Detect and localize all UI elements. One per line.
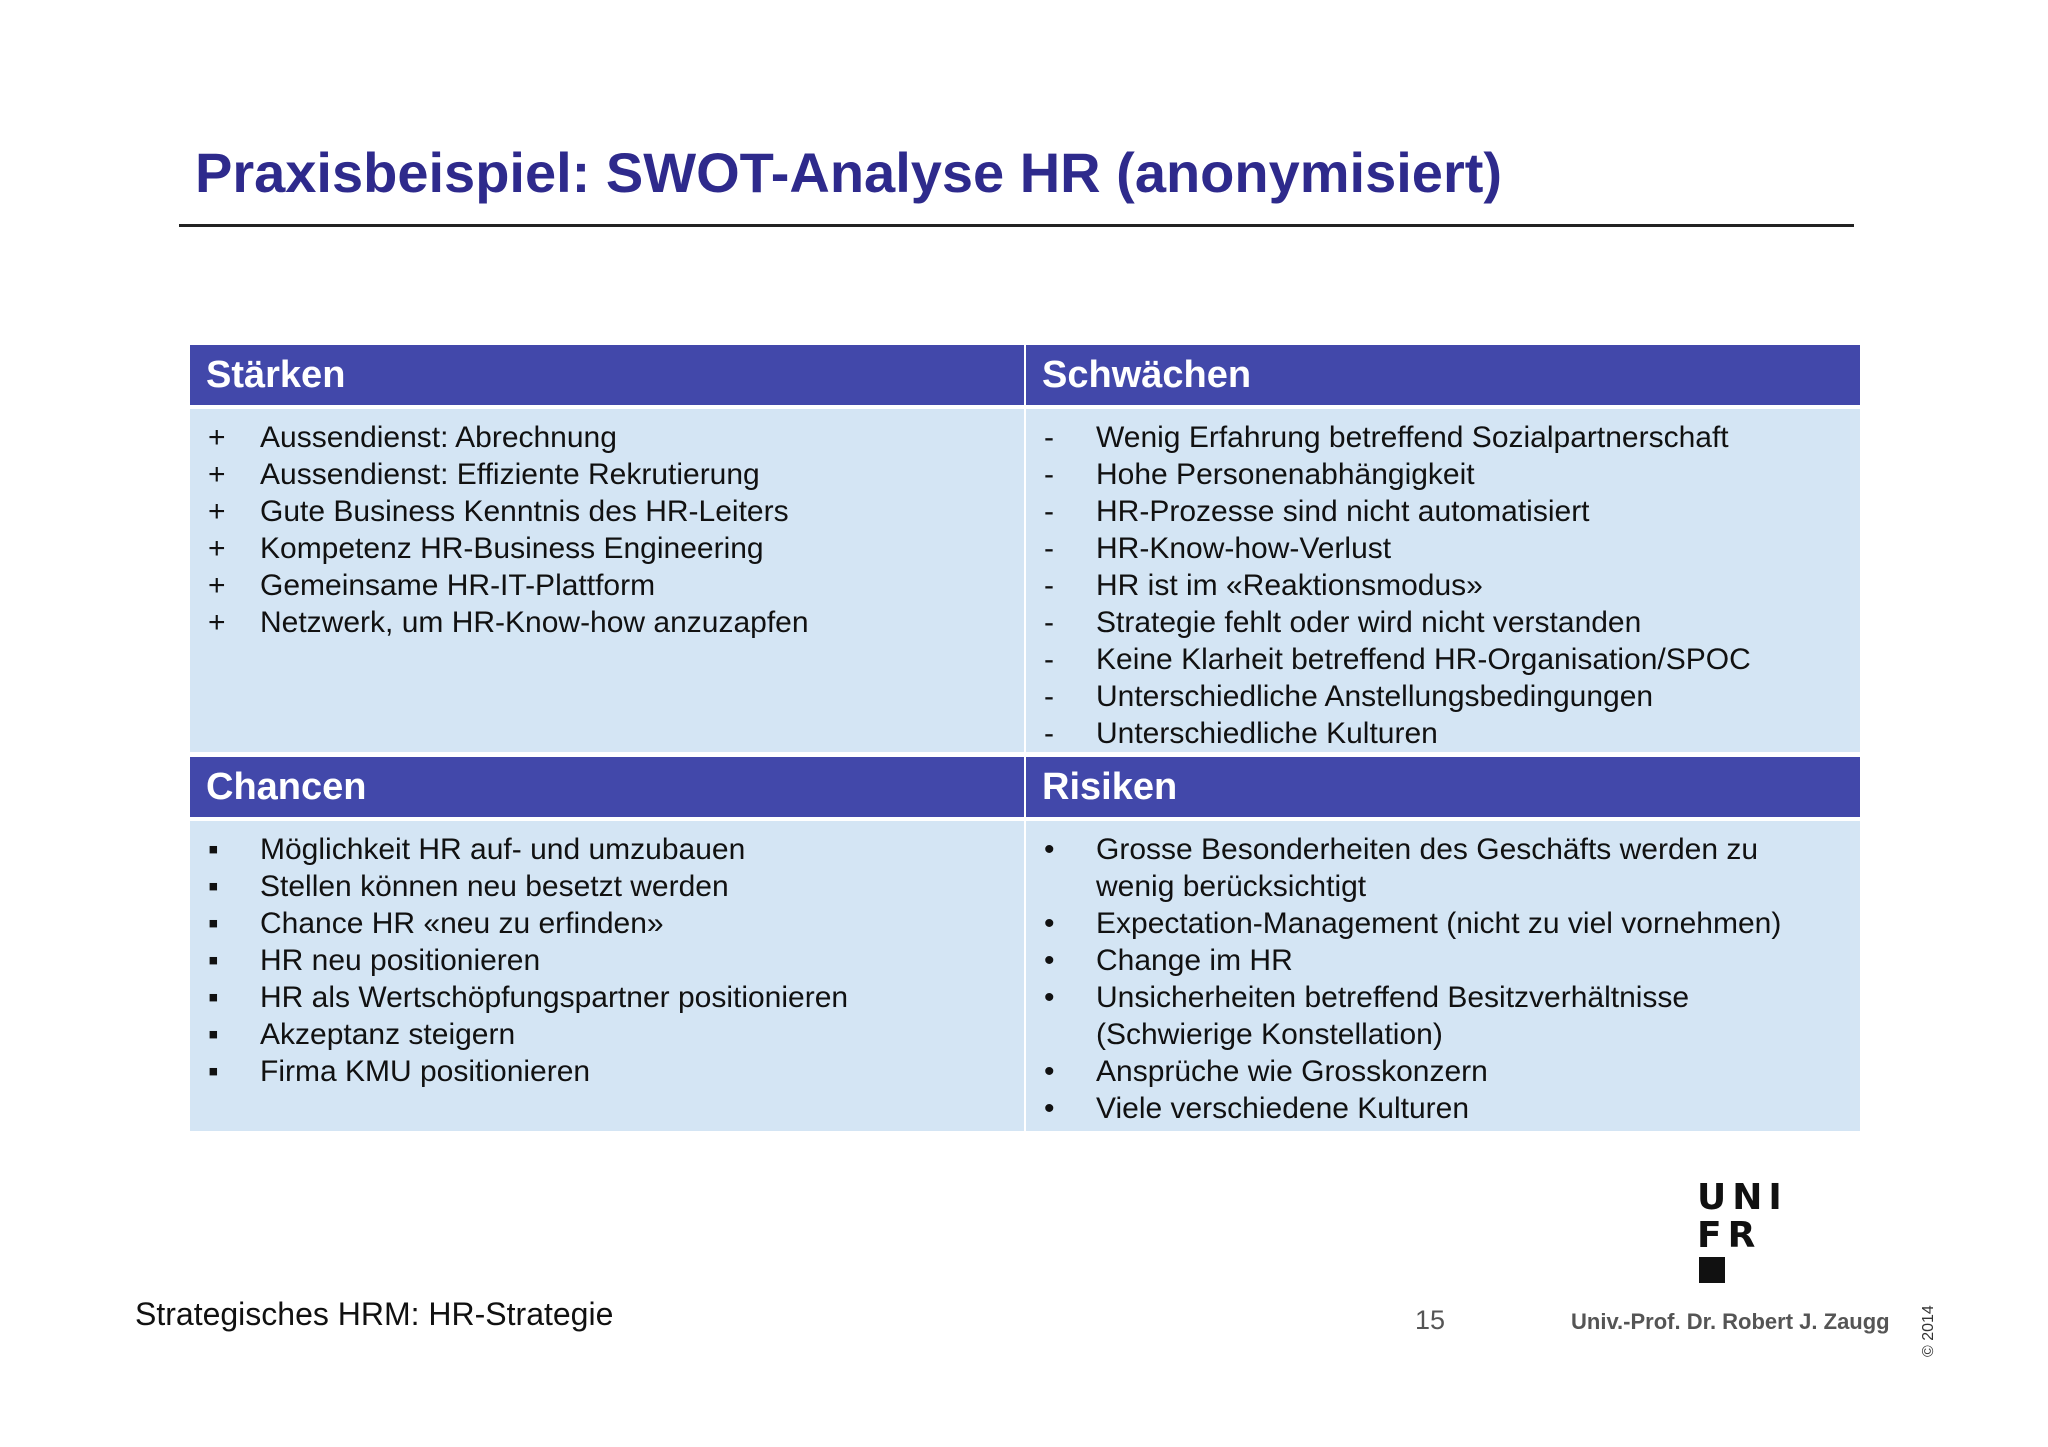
threats-list: [1042, 831, 1860, 1127]
bullet-marker: •: [1044, 833, 1055, 866]
list-item: [206, 456, 1024, 493]
bullet-marker: •: [1044, 1092, 1055, 1125]
bullet-marker: ▪: [208, 1055, 219, 1088]
bullet-marker: -: [1044, 569, 1054, 602]
list-item: [1042, 1090, 1860, 1127]
list-item-text: HR-Know-how-Verlust: [1096, 532, 1392, 565]
list-item: [1042, 905, 1860, 942]
list-item: [206, 1053, 1024, 1090]
bullet-marker: ▪: [208, 944, 219, 977]
logo-text-line-2: FR: [1697, 1215, 1762, 1256]
list-item-text: Akzeptanz steigern: [260, 1018, 516, 1051]
bullet-marker: -: [1044, 643, 1054, 676]
opportunities-list: [206, 831, 1024, 1090]
copyright-notice: © 2014: [1920, 1305, 1937, 1357]
list-item: [206, 942, 1024, 979]
list-item-text: Grosse Besonderheiten des Geschäfts werden zu wenig berücksichtigt: [1096, 833, 1759, 903]
bullet-marker: +: [208, 458, 226, 491]
list-item: [1042, 419, 1860, 456]
swot-body-row-top: [190, 409, 1860, 752]
swot-header-row-top: [190, 345, 1860, 405]
list-item: [1042, 567, 1860, 604]
list-item-text: Hohe Personenabhängigkeit: [1096, 458, 1475, 491]
list-item-text: Strategie fehlt oder wird nicht verstanden: [1096, 606, 1642, 639]
bullet-marker: +: [208, 569, 226, 602]
list-item: [206, 604, 1024, 641]
list-item-text: Ansprüche wie Grosskonzern: [1096, 1055, 1488, 1088]
list-item-text: Firma KMU positionieren: [260, 1055, 591, 1088]
list-item-text: Keine Klarheit betreffend HR-Organisation/SPOC: [1096, 643, 1751, 676]
list-item: [206, 868, 1024, 905]
opportunities-header: Chancen: [190, 757, 1024, 817]
list-item: [206, 419, 1024, 456]
bullet-marker: •: [1044, 981, 1055, 1014]
list-item-text: Chance HR «neu zu erfinden»: [260, 907, 664, 940]
bullet-marker: -: [1044, 717, 1054, 750]
list-item-text: Unterschiedliche Anstellungsbedingungen: [1096, 680, 1654, 713]
list-item-text: Stellen können neu besetzt werden: [260, 870, 729, 903]
bullet-marker: +: [208, 606, 226, 639]
list-item-text: Change im HR: [1096, 944, 1293, 977]
list-item: [1042, 456, 1860, 493]
swot-body-row-bottom: [190, 821, 1860, 1131]
list-item: [206, 831, 1024, 868]
title-divider: [179, 224, 1854, 227]
list-item-text: HR ist im «Reaktionsmodus»: [1096, 569, 1483, 602]
list-item-text: HR-Prozesse sind nicht automatisiert: [1096, 495, 1590, 528]
footer-author: Univ.-Prof. Dr. Robert J. Zaugg: [1571, 1309, 1890, 1334]
list-item-text: Viele verschiedene Kulturen: [1096, 1092, 1470, 1125]
strengths-cell: [190, 409, 1024, 752]
list-item: [1042, 530, 1860, 567]
bullet-marker: +: [208, 532, 226, 565]
strengths-header: Stärken: [190, 345, 1024, 405]
list-item: [1042, 831, 1860, 905]
threats-cell: [1026, 821, 1860, 1131]
list-item-text: Unsicherheiten betreffend Besitzverhältnisse (Schwierige Konstellation): [1096, 981, 1690, 1051]
list-item: [1042, 678, 1860, 715]
logo-text-line-1: UNI: [1697, 1177, 1788, 1218]
bullet-marker: •: [1044, 944, 1055, 977]
bullet-marker: •: [1044, 1055, 1055, 1088]
swot-table: [190, 345, 1860, 1131]
list-item-text: Unterschiedliche Kulturen: [1096, 717, 1438, 750]
weaknesses-header: Schwächen: [1026, 345, 1860, 405]
list-item: [1042, 715, 1860, 752]
bullet-marker: ▪: [208, 833, 219, 866]
list-item-text: Aussendienst: Effiziente Rekrutierung: [260, 458, 760, 491]
list-item-text: Expectation-Management (nicht zu viel vornehmen): [1096, 907, 1782, 940]
bullet-marker: -: [1044, 532, 1054, 565]
bullet-marker: •: [1044, 907, 1055, 940]
list-item-text: Netzwerk, um HR-Know-how anzuzapfen: [260, 606, 809, 639]
list-item-text: Wenig Erfahrung betreffend Sozialpartnerschaft: [1096, 421, 1729, 454]
list-item: [1042, 604, 1860, 641]
list-item: [1042, 1053, 1860, 1090]
bullet-marker: -: [1044, 495, 1054, 528]
list-item: [1042, 979, 1860, 1053]
bullet-marker: +: [208, 495, 226, 528]
strengths-list: [206, 419, 1024, 641]
bullet-marker: -: [1044, 458, 1054, 491]
bullet-marker: ▪: [208, 870, 219, 903]
list-item: [206, 493, 1024, 530]
bullet-marker: ▪: [208, 907, 219, 940]
weaknesses-cell: [1026, 409, 1860, 752]
list-item-text: Aussendienst: Abrechnung: [260, 421, 617, 454]
threats-header: Risiken: [1026, 757, 1860, 817]
bullet-marker: -: [1044, 421, 1054, 454]
list-item-text: Gemeinsame HR-IT-Plattform: [260, 569, 656, 602]
list-item: [206, 1016, 1024, 1053]
list-item: [206, 530, 1024, 567]
list-item-text: HR als Wertschöpfungspartner positionieren: [260, 981, 849, 1014]
list-item: [1042, 493, 1860, 530]
list-item-text: HR neu positionieren: [260, 944, 541, 977]
page-number: 15: [1415, 1305, 1446, 1335]
bullet-marker: -: [1044, 680, 1054, 713]
list-item-text: Gute Business Kenntnis des HR-Leiters: [260, 495, 789, 528]
unifr-logo: [1697, 1177, 1797, 1285]
footer-course-title: Strategisches HRM: HR-Strategie: [135, 1296, 614, 1332]
list-item-text: Möglichkeit HR auf- und umzubauen: [260, 833, 746, 866]
list-item: [1042, 942, 1860, 979]
page-title: Praxisbeispiel: SWOT-Analyse HR (anonymisiert): [195, 141, 1503, 204]
weaknesses-list: [1042, 419, 1860, 752]
swot-header-row-bottom: [190, 757, 1860, 817]
list-item: [206, 567, 1024, 604]
list-item: [1042, 641, 1860, 678]
bullet-marker: ▪: [208, 1018, 219, 1051]
bullet-marker: -: [1044, 606, 1054, 639]
bullet-marker: ▪: [208, 981, 219, 1014]
list-item-text: Kompetenz HR-Business Engineering: [260, 532, 764, 565]
opportunities-cell: [190, 821, 1024, 1131]
list-item: [206, 905, 1024, 942]
list-item: [206, 979, 1024, 1016]
bullet-marker: +: [208, 421, 226, 454]
logo-square: [1699, 1257, 1725, 1283]
